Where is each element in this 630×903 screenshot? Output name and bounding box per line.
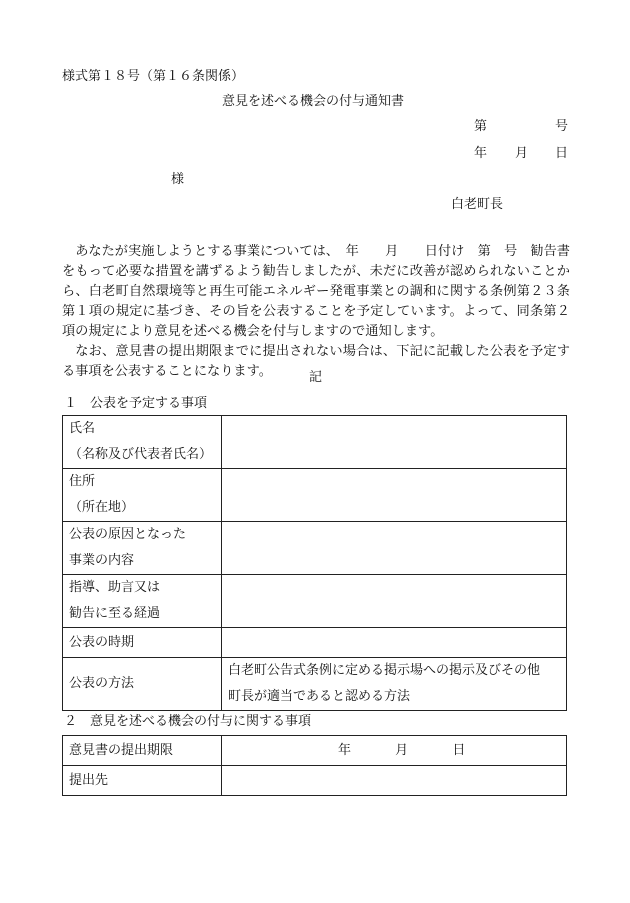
document-title: 意見を述べる機会の付与通知書 bbox=[222, 94, 405, 109]
deadline-label: 意見書の提出期限 bbox=[63, 736, 222, 766]
date-day: 日 bbox=[555, 146, 569, 161]
document-number-prefix: 第 bbox=[474, 119, 488, 134]
table-row bbox=[63, 416, 567, 469]
row-label: 公表の原因となった 事業の内容 bbox=[63, 522, 222, 575]
submit-value[interactable] bbox=[222, 766, 567, 796]
body-paragraph-1: あなたが実施しようとする事業については、 年 月 日付け 第 号 勧告書をもって必要な措置を講ずるよう勧告しましたが、未だに改善が認められないことから、白老町自然環境等と再生可能エネルギー発電事業との調和に関する条例第２３条第１項の規定に基づき、その旨を公表することを予定しています。よって、同条第２項の規定により意見を述べる機会を付与しますので通知します。 bbox=[62, 244, 570, 339]
table-row bbox=[63, 736, 567, 766]
form-number: 様式第１８号（第１６条関係） bbox=[62, 69, 245, 84]
row-label: 住所 （所在地） bbox=[63, 469, 222, 522]
addressee: 様 bbox=[171, 172, 185, 187]
deadline-month: 月 bbox=[395, 743, 409, 758]
date-month: 月 bbox=[515, 146, 529, 161]
row-value[interactable] bbox=[222, 522, 567, 575]
section1-heading: １ 公表を予定する事項 bbox=[64, 396, 208, 411]
deadline-year: 年 bbox=[338, 743, 352, 758]
body-text bbox=[62, 242, 570, 382]
sender: 白老町長 bbox=[451, 197, 504, 212]
row-value[interactable] bbox=[222, 416, 567, 469]
section2-heading: ２ 意見を述べる機会の付与に関する事項 bbox=[64, 714, 312, 729]
ki-heading: 記 bbox=[309, 370, 323, 385]
row-value[interactable]: 白老町公告式条例に定める掲示場への掲示及びその他 町長が適当であると認める方法 bbox=[222, 658, 567, 711]
row-label: 指導、助言又は 勧告に至る経過 bbox=[63, 575, 222, 628]
row-value[interactable] bbox=[222, 628, 567, 658]
table-row bbox=[63, 766, 567, 796]
table-row bbox=[63, 658, 567, 711]
table-row bbox=[63, 469, 567, 522]
opinion-items-table bbox=[62, 735, 567, 796]
row-value[interactable] bbox=[222, 575, 567, 628]
row-value[interactable] bbox=[222, 469, 567, 522]
publication-items-table bbox=[62, 415, 567, 711]
row-label: 氏名 （名称及び代表者氏名） bbox=[63, 416, 222, 469]
table-row bbox=[63, 522, 567, 575]
row-label: 公表の時期 bbox=[63, 628, 222, 658]
table-row bbox=[63, 628, 567, 658]
deadline-day: 日 bbox=[452, 743, 466, 758]
document-number-suffix: 号 bbox=[555, 119, 569, 134]
body-paragraph-2: なお、意見書の提出期限までに提出されない場合は、下記に記載した公表を予定する事項を公表することになります。 bbox=[62, 344, 570, 379]
table-row bbox=[63, 575, 567, 628]
deadline-value[interactable] bbox=[222, 736, 567, 766]
row-label: 公表の方法 bbox=[63, 658, 222, 711]
submit-label: 提出先 bbox=[63, 766, 222, 796]
date-year: 年 bbox=[474, 146, 488, 161]
